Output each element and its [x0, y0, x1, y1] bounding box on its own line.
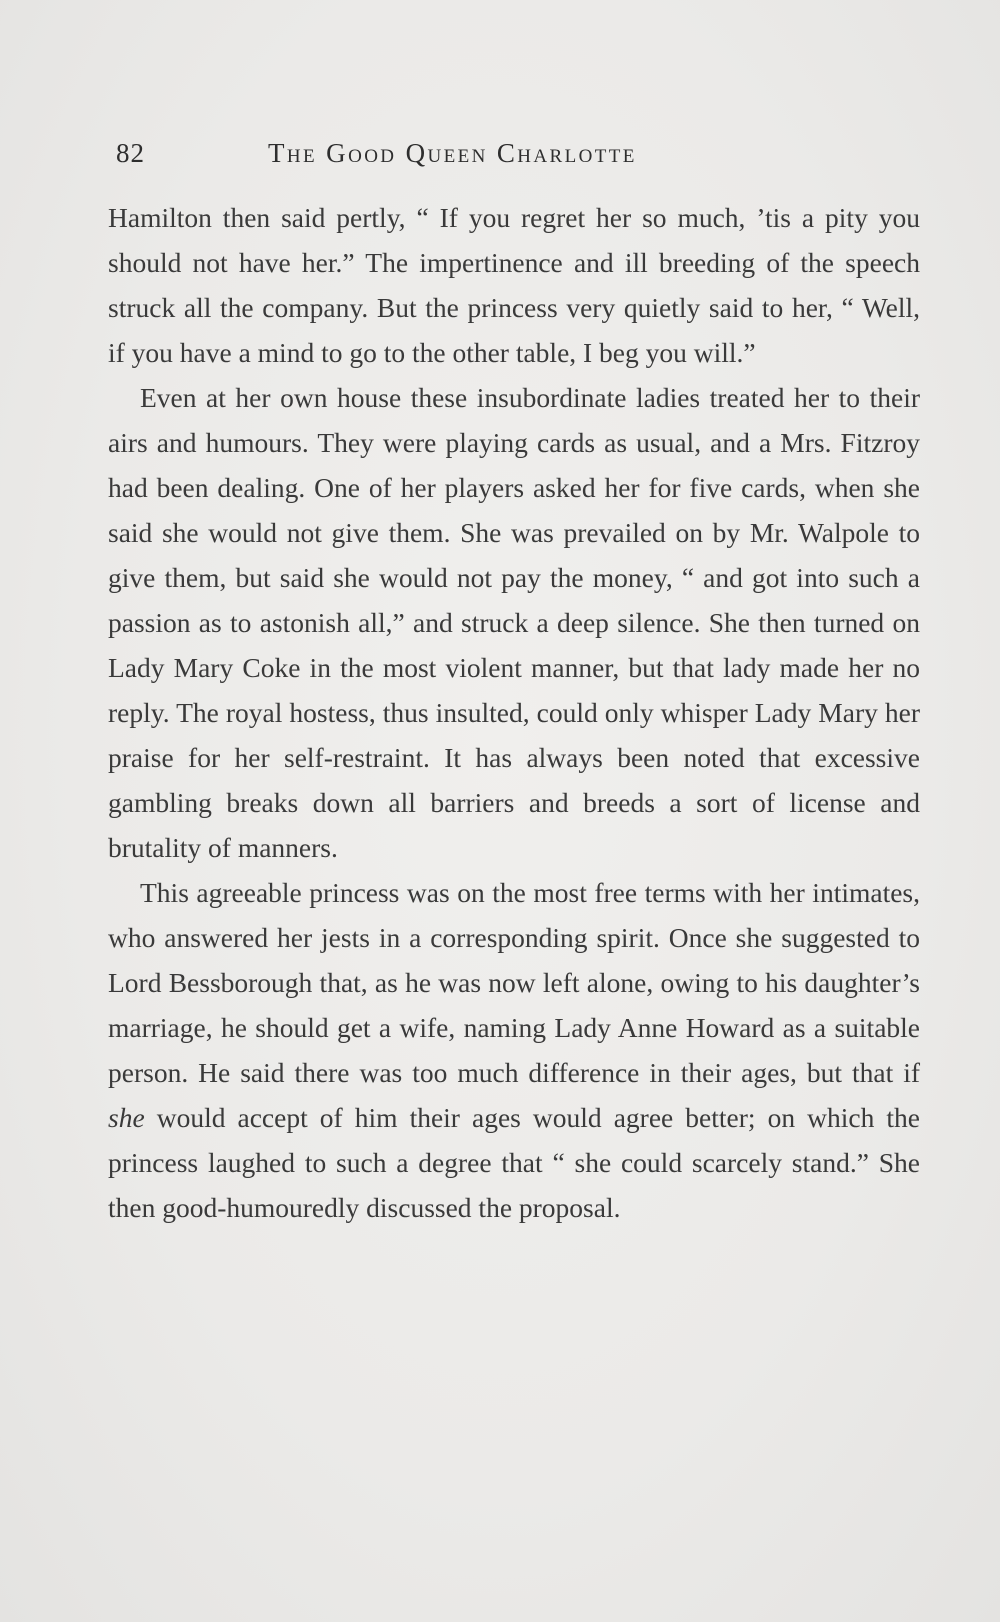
running-title: The Good Queen Charlotte: [268, 138, 637, 168]
paragraph-insubordinate-ladies: Even at her own house these insubordinate ladies treated her to their airs and humours. They were playing cards as usual, and a Mrs. Fitzroy had been dealing. One of her players asked her for five cards, when she said she would not give them. She was prevailed on by Mr. Walpole to give them, but said she would not pay the money, “ and got into such a passion as to astonish all,” and struck a deep silence. She then turned on Lady Mary Coke in the most violent manner, but that lady made her no reply. The royal hostess, thus insulted, could only whisper Lady Mary her praise for her self-restraint. It has always been noted that excessive gambling breaks down all barriers and breeds a sort of license and brutality of manners.: [108, 382, 920, 863]
page-header: [116, 138, 916, 178]
page-number: 82: [116, 138, 145, 168]
emphasized-word: she: [108, 1102, 145, 1133]
paragraph-text-part: This agreeable princess was on the most free terms with her intimates, who answered her jests in a corresponding spirit. Once she suggested to Lord Bessborough that, as he was now left alone, owing to his daughter’s marriage, he should get a wife, naming Lady Anne Howard as a suitable person. He said there was too much difference in their ages, but that if: [108, 877, 920, 1088]
paragraph-agreeable-princess: [108, 870, 920, 1230]
paragraph-continued: Hamilton then said pertly, “ If you regret her so much, ’tis a pity you should not have her.” The impertinence and ill breeding of the speech struck all the company. But the princess very quietly said to her, “ Well, if you have a mind to go to the other table, I beg you will.”: [108, 202, 920, 368]
body-text: [108, 195, 920, 1230]
paragraph-text-part: would accept of him their ages would agree better; on which the princess laughed to such a degree that “ she could scarcely stand.” She then good-humouredly discussed the proposal.: [108, 1102, 920, 1223]
